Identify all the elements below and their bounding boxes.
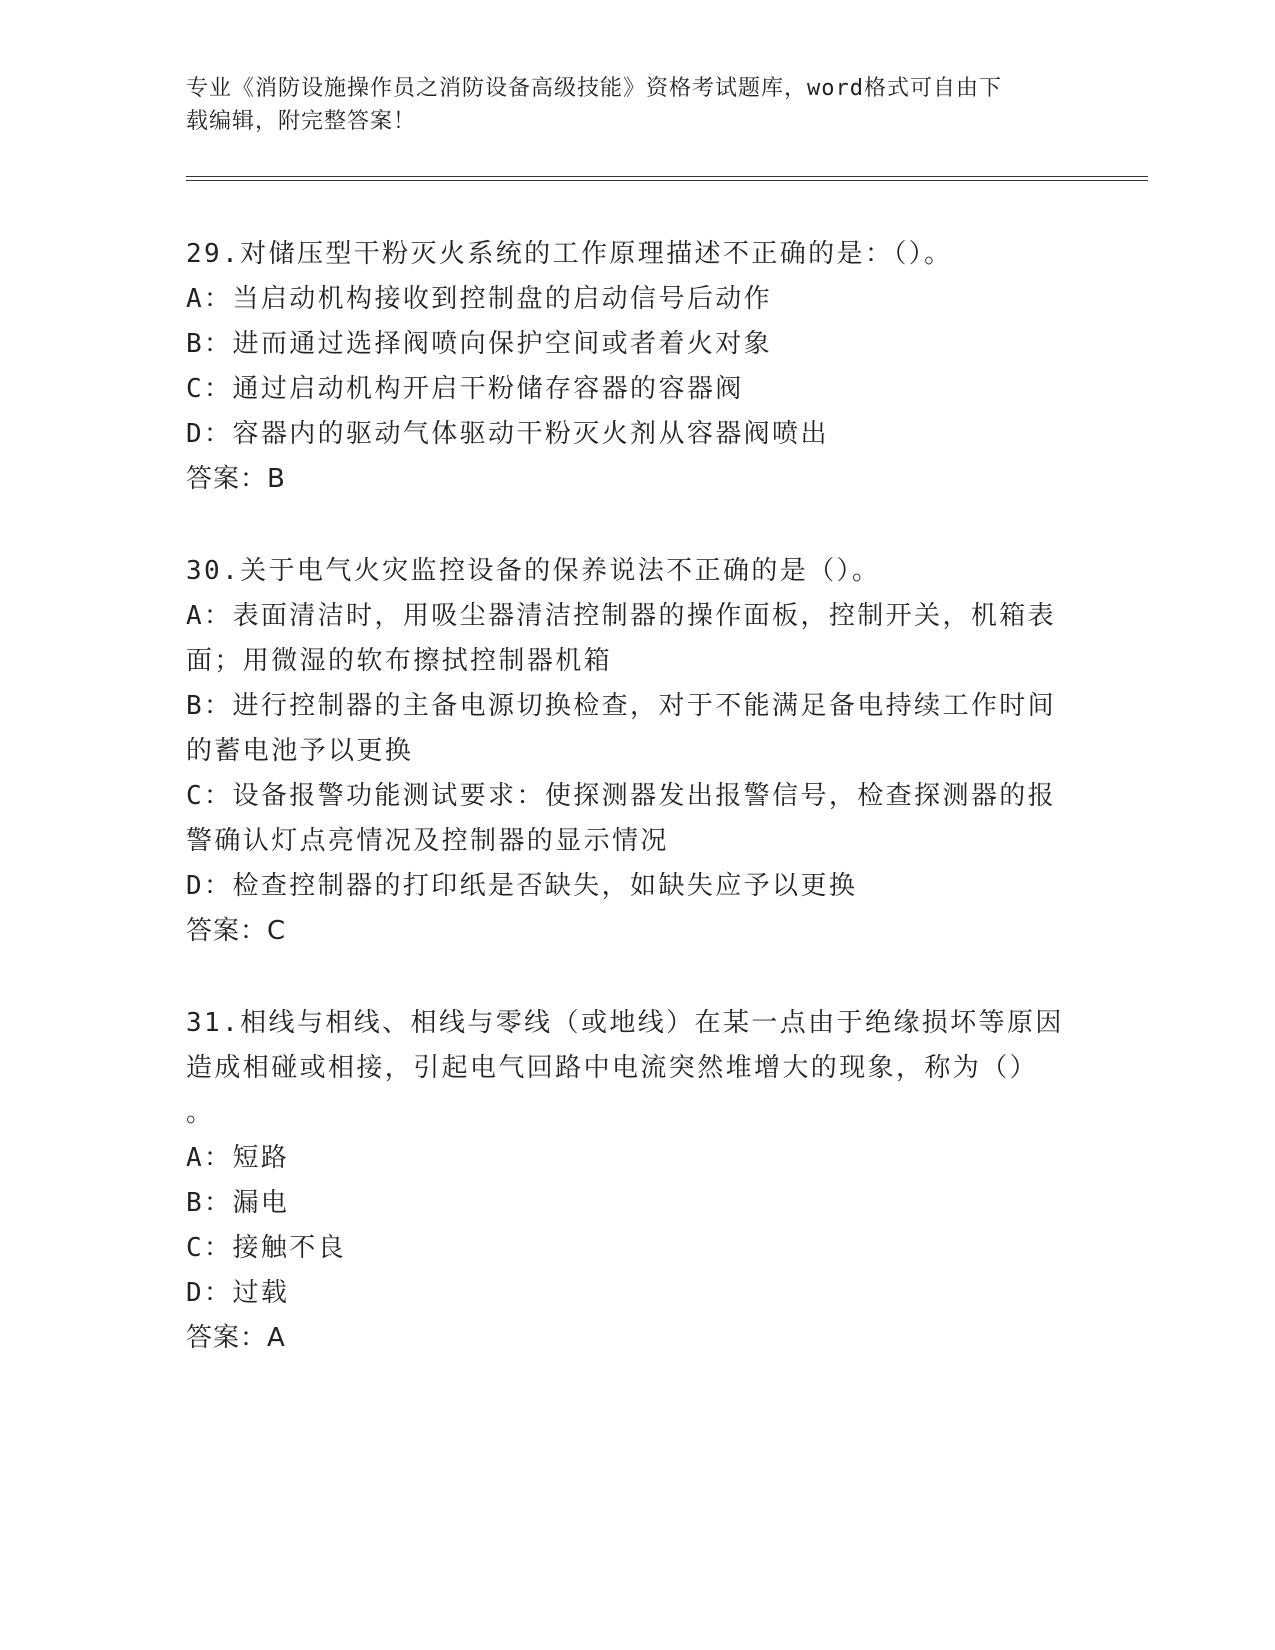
- option-b-continued: 的蓄电池予以更换: [186, 736, 414, 766]
- answer-label: 答案：A: [186, 1323, 286, 1353]
- question-list: [186, 232, 1076, 1408]
- option-c: C：接触不良: [186, 1233, 347, 1263]
- question-stem: 31.相线与相线、相线与零线（或地线）在某一点由于绝缘损坏等原因: [186, 1008, 1064, 1038]
- question-31: [186, 1001, 1076, 1361]
- header-line-1: 专业《消防设施操作员之消防设备高级技能》资格考试题库，word格式可自由下: [186, 76, 1002, 101]
- header-divider: [186, 176, 1148, 181]
- option-d: D：容器内的驱动气体驱动干粉灭火剂从容器阀喷出: [186, 419, 829, 449]
- option-a: A：表面清洁时，用吸尘器清洁控制器的操作面板，控制开关，机箱表: [186, 601, 1057, 631]
- option-d: D：过载: [186, 1278, 290, 1308]
- option-b: B：进而通过选择阀喷向保护空间或者着火对象: [186, 329, 773, 359]
- option-a: A：当启动机构接收到控制盘的启动信号后动作: [186, 284, 773, 314]
- option-b: B：漏电: [186, 1188, 290, 1218]
- header-line-2: 载编辑，附完整答案！: [186, 109, 417, 134]
- option-a-continued: 面；用微湿的软布擦拭控制器机箱: [186, 646, 613, 676]
- document-header: [186, 72, 1066, 138]
- option-a: A：短路: [186, 1143, 290, 1173]
- question-stem: 29.对储压型干粉灭火系统的工作原理描述不正确的是：（）。: [186, 239, 953, 269]
- option-c: C：通过启动机构开启干粉储存容器的容器阀: [186, 374, 744, 404]
- answer-label: 答案：C: [186, 916, 287, 946]
- question-stem-continued: 造成相碰或相接，引起电气回路中电流突然堆增大的现象，称为（）: [186, 1053, 1039, 1083]
- option-b: B：进行控制器的主备电源切换检查，对于不能满足备电持续工作时间: [186, 691, 1057, 721]
- option-c-continued: 警确认灯点亮情况及控制器的显示情况: [186, 826, 669, 856]
- question-30: [186, 549, 1076, 954]
- question-stem: 30.关于电气火灾监控设备的保养说法不正确的是（）。: [186, 556, 881, 586]
- question-29: [186, 232, 1076, 502]
- question-stem-continued: 。: [186, 1098, 215, 1128]
- answer-label: 答案：B: [186, 464, 286, 494]
- option-d: D：检查控制器的打印纸是否缺失，如缺失应予以更换: [186, 871, 858, 901]
- option-c: C：设备报警功能测试要求：使探测器发出报警信号，检查探测器的报: [186, 781, 1057, 811]
